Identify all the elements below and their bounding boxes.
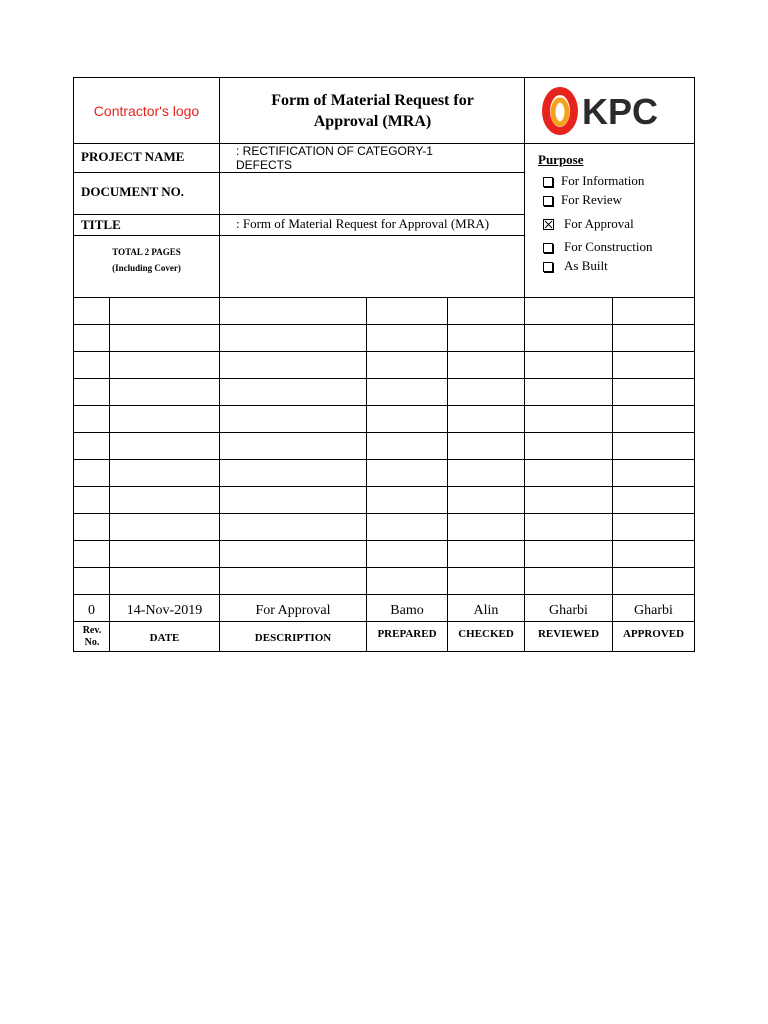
purpose-for-information-label: For Information bbox=[561, 173, 645, 188]
divider bbox=[73, 567, 695, 568]
rev-prepared-cell: Bamo bbox=[390, 603, 424, 618]
border-bottom bbox=[73, 651, 695, 652]
divider bbox=[73, 486, 695, 487]
title-label: TITLE bbox=[81, 217, 121, 232]
including-cover-label: (Including Cover) bbox=[112, 263, 181, 273]
rev-number-cell: 0 bbox=[88, 603, 95, 618]
purpose-for-construction-label: For Construction bbox=[564, 239, 653, 254]
purpose-for-approval-checkbox[interactable] bbox=[543, 219, 554, 230]
rev-reviewed-cell: Gharbi bbox=[549, 603, 588, 618]
checkmark-x-icon bbox=[544, 220, 553, 229]
divider bbox=[73, 297, 695, 298]
divider bbox=[219, 77, 220, 298]
kpc-logo-text: KPC bbox=[582, 91, 659, 132]
divider bbox=[73, 172, 525, 173]
col-header-description: DESCRIPTION bbox=[254, 632, 332, 644]
purpose-for-construction-checkbox[interactable] bbox=[543, 243, 553, 253]
purpose-for-information-checkbox[interactable] bbox=[543, 177, 553, 187]
col-header-rev-no: Rev. No. bbox=[82, 625, 102, 648]
total-pages-label: TOTAL 2 PAGES bbox=[112, 247, 181, 257]
document-no-label: DOCUMENT NO. bbox=[81, 184, 185, 199]
col-header-checked: CHECKED bbox=[458, 628, 514, 640]
purpose-for-review-checkbox[interactable] bbox=[543, 196, 553, 206]
divider bbox=[73, 214, 525, 215]
divider bbox=[73, 235, 525, 236]
rev-date-cell: 14-Nov-2019 bbox=[126, 603, 203, 618]
purpose-heading: Purpose bbox=[538, 152, 584, 167]
col-header-approved: APPROVED bbox=[622, 628, 685, 640]
divider bbox=[73, 324, 695, 325]
border-top bbox=[73, 77, 695, 78]
project-name-value: : RECTIFICATION OF CATEGORY-1 DEFECTS bbox=[236, 144, 433, 172]
divider bbox=[73, 432, 695, 433]
divider bbox=[73, 513, 695, 514]
purpose-as-built-label: As Built bbox=[564, 258, 608, 273]
purpose-for-review-label: For Review bbox=[561, 192, 623, 207]
divider bbox=[73, 351, 695, 352]
rev-description-cell: For Approval bbox=[255, 603, 331, 618]
divider bbox=[73, 405, 695, 406]
col-header-prepared: PREPARED bbox=[377, 628, 437, 640]
rev-approved-cell: Gharbi bbox=[634, 603, 673, 618]
contractor-logo-placeholder: Contractor's logo bbox=[93, 103, 200, 119]
border-right bbox=[694, 77, 695, 652]
divider bbox=[73, 594, 695, 595]
divider bbox=[73, 540, 695, 541]
kpc-logo bbox=[534, 82, 680, 140]
divider bbox=[73, 459, 695, 460]
rev-checked-cell: Alin bbox=[473, 603, 499, 618]
col-header-reviewed: REVIEWED bbox=[537, 628, 600, 640]
title-value: : Form of Material Request for Approval (MRA) bbox=[236, 216, 490, 231]
border-left bbox=[73, 77, 74, 652]
purpose-for-approval-label: For Approval bbox=[564, 216, 634, 231]
divider bbox=[73, 378, 695, 379]
divider bbox=[524, 77, 525, 298]
project-name-label: PROJECT NAME bbox=[81, 149, 185, 164]
col-header-date: DATE bbox=[149, 632, 180, 644]
kpc-logo-icon bbox=[534, 82, 680, 140]
form-title: Form of Material Request for Approval (MRA) bbox=[271, 92, 474, 130]
purpose-as-built-checkbox[interactable] bbox=[543, 262, 553, 272]
